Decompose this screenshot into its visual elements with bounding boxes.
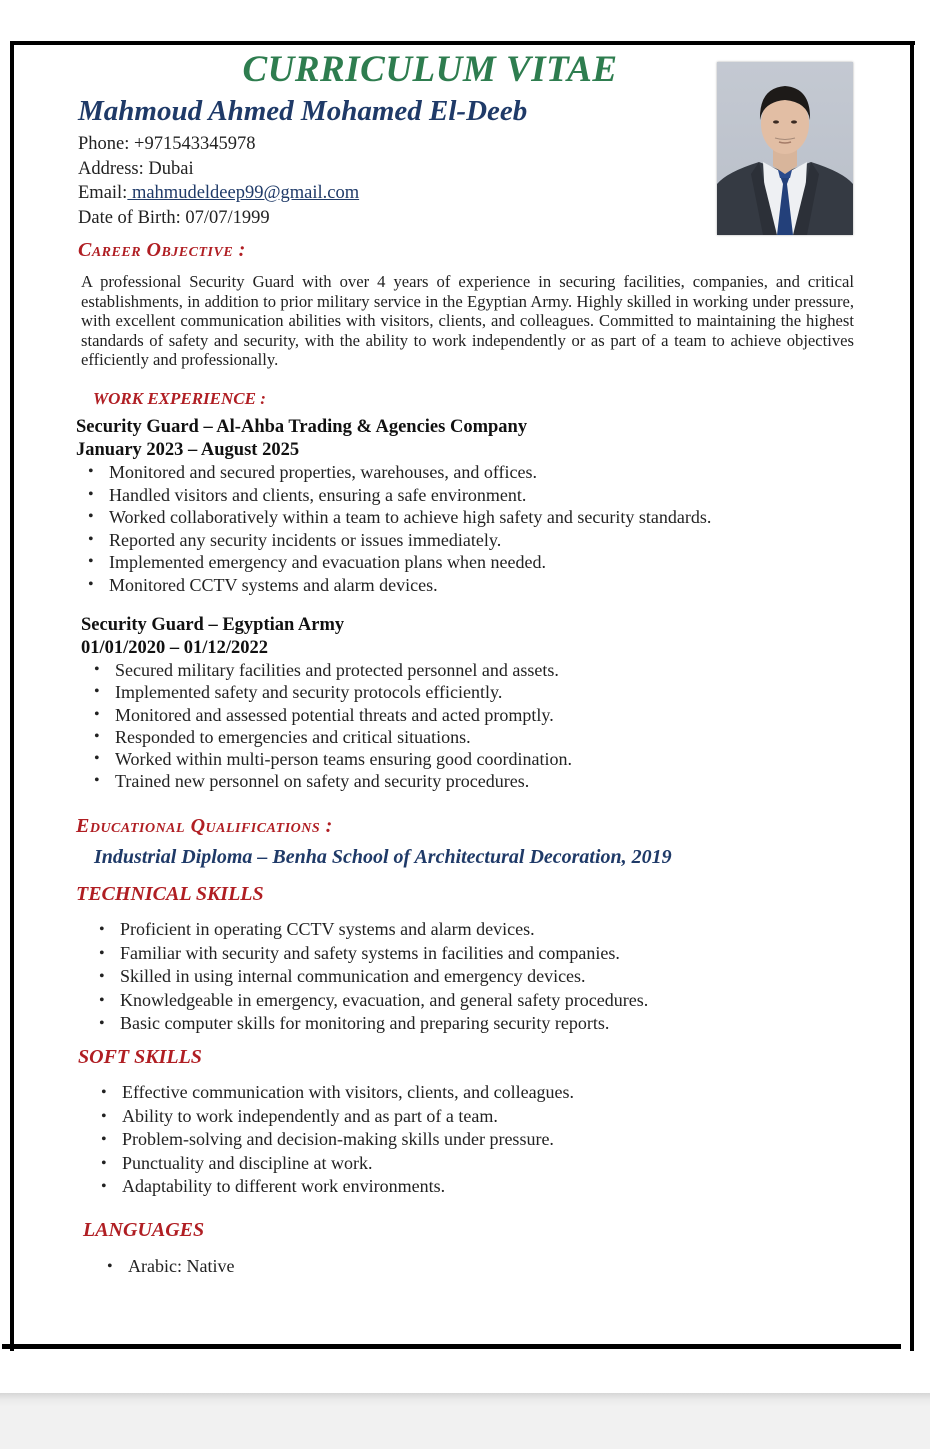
- bullet-icon: •: [88, 553, 94, 570]
- email-label: Email:: [78, 183, 128, 203]
- list-item: • Ability to work independently and as part of a team.: [122, 1105, 574, 1129]
- education-entry: Industrial Diploma – Benha School of Architectural Decoration, 2019: [94, 846, 672, 868]
- career-objective-heading: Career Objective :: [78, 239, 246, 261]
- bullet-icon: •: [101, 1131, 107, 1149]
- soft-skills-list: [101, 1081, 575, 1199]
- job-dates: January 2023 – August 2025: [76, 440, 300, 460]
- page-border-bottom: [2, 1344, 901, 1349]
- list-item: • Arabic: Native: [107, 1256, 235, 1276]
- page-border-left: [10, 41, 14, 1351]
- job-duties-list: [88, 461, 712, 596]
- work-experience-heading: WORK EXPERIENCE :: [93, 389, 266, 408]
- job-title: Security Guard – Al-Ahba Trading & Agencies Company: [76, 417, 528, 437]
- technical-skills-heading: TECHNICAL SKILLS: [76, 883, 264, 905]
- list-item: • Problem-solving and decision-making skills under pressure.: [122, 1128, 574, 1152]
- bullet-icon: •: [94, 750, 100, 768]
- list-item: • Familiar with security and safety systems in facilities and companies.: [120, 942, 648, 966]
- education-heading: Educational Qualifications :: [76, 815, 333, 837]
- person-portrait-icon: [717, 62, 853, 235]
- list-item: • Handled visitors and clients, ensuring a safe environment.: [88, 484, 527, 505]
- bullet-icon: •: [99, 944, 105, 962]
- bullet-icon: •: [88, 575, 94, 593]
- job-title: Security Guard – Egyptian Army: [81, 615, 345, 635]
- candidate-name: Mahmoud Ahmed Mohamed El-Deeb: [78, 95, 528, 127]
- list-item: • Implemented emergency and evacuation plans when needed.: [88, 552, 546, 572]
- bullet-icon: •: [94, 727, 100, 745]
- list-item: • Worked collaboratively within a team to achieve high safety and security standards.: [88, 507, 712, 527]
- job-dates: 01/01/2020 – 01/12/2022: [81, 638, 269, 658]
- date-of-birth: Date of Birth: 07/07/1999: [78, 208, 270, 228]
- bullet-icon: •: [99, 921, 105, 938]
- bullet-icon: •: [99, 968, 105, 985]
- bullet-icon: •: [94, 705, 100, 723]
- list-item: • Skilled in using internal communication and emergency devices.: [120, 965, 648, 989]
- profile-photo: [717, 62, 853, 235]
- bullet-icon: •: [94, 772, 100, 790]
- career-objective-text: A professional Security Guard with over 4 years of experience in securing facilities, companies, and critical establishments, in addition to prior military service in the Egyptian Army. Highly skilled in working under pressure, with excellent communication abilities with visitors, clients, and colleagues. Committed to maintaining the highest standards of safety and security, with the ability to work independently or as part of a team to achieve objectives efficiently and professionally.: [81, 272, 854, 370]
- languages-list: [107, 1255, 235, 1278]
- languages-heading: LANGUAGES: [83, 1219, 205, 1241]
- page-border-top: [10, 41, 915, 45]
- bullet-icon: •: [101, 1154, 107, 1172]
- list-item: • Worked within multi-person teams ensuring good coordination.: [94, 749, 572, 770]
- list-item: • Effective communication with visitors, clients, and colleagues.: [122, 1081, 574, 1105]
- bullet-icon: •: [107, 1258, 113, 1275]
- list-item: • Adaptability to different work environments.: [122, 1175, 574, 1199]
- job-duties-list: [94, 659, 572, 793]
- bullet-icon: •: [94, 683, 100, 701]
- page-border-right: [910, 41, 914, 1351]
- list-item: • Responded to emergencies and critical situations.: [94, 726, 471, 747]
- list-item: • Implemented safety and security protocols efficiently.: [94, 682, 503, 703]
- bullet-icon: •: [88, 485, 94, 503]
- address: Address: Dubai: [78, 159, 194, 179]
- list-item: • Monitored and assessed potential threats and acted promptly.: [94, 704, 554, 725]
- list-item: • Trained new personnel on safety and security procedures.: [94, 771, 530, 792]
- email-line: [78, 182, 359, 204]
- technical-skills-list: [99, 918, 649, 1036]
- list-item: • Proficient in operating CCTV systems and alarm devices.: [120, 918, 648, 942]
- bullet-icon: •: [88, 530, 94, 548]
- list-item: • Monitored CCTV systems and alarm devices.: [88, 574, 438, 595]
- phone: Phone: +971543345978: [78, 134, 256, 154]
- document-title: CURRICULUM VITAE: [242, 49, 618, 90]
- bullet-icon: •: [94, 661, 100, 678]
- bullet-icon: •: [88, 463, 94, 480]
- bullet-icon: •: [101, 1084, 107, 1101]
- list-item: • Secured military facilities and protected personnel and assets.: [94, 660, 559, 680]
- bullet-icon: •: [99, 991, 105, 1009]
- list-item: • Monitored and secured properties, warehouses, and offices.: [88, 462, 538, 482]
- bullet-icon: •: [101, 1178, 107, 1196]
- bullet-icon: •: [99, 1015, 105, 1032]
- list-item: • Reported any security incidents or issues immediately.: [88, 529, 502, 550]
- soft-skills-heading: SOFT SKILLS: [78, 1046, 202, 1068]
- bullet-icon: •: [88, 508, 94, 525]
- list-item: • Knowledgeable in emergency, evacuation, and general safety procedures.: [120, 989, 648, 1013]
- viewer-background: [0, 1393, 930, 1449]
- list-item: • Basic computer skills for monitoring and preparing security reports.: [120, 1012, 648, 1036]
- list-item: • Punctuality and discipline at work.: [122, 1152, 574, 1176]
- bullet-icon: •: [101, 1107, 107, 1125]
- email-link[interactable]: mahmudeldeep99@gmail.com: [127, 183, 360, 203]
